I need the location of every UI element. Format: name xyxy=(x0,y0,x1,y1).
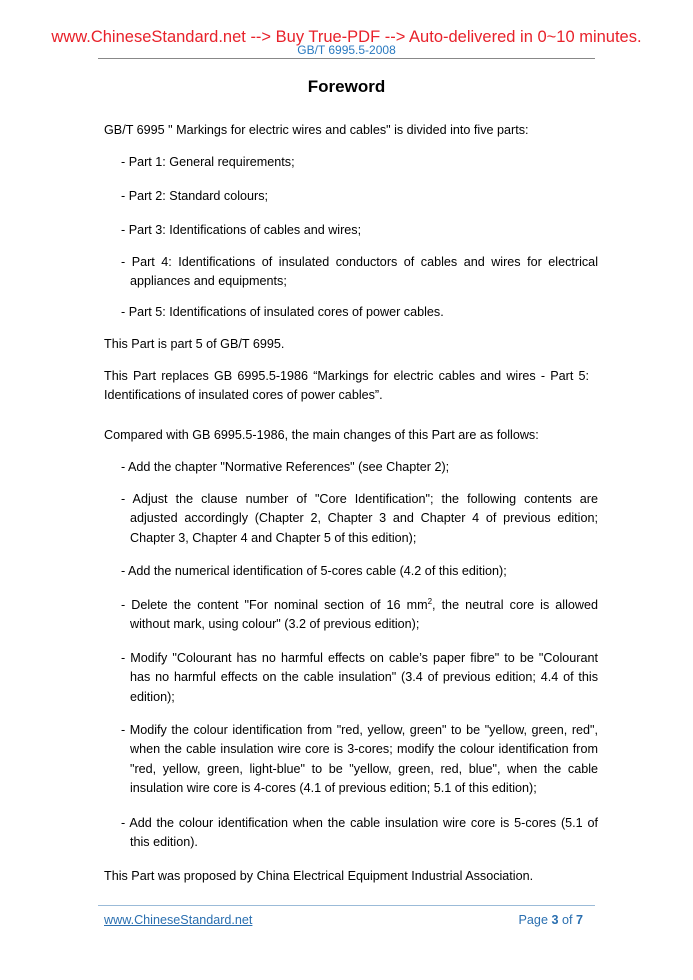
document-id: GB/T 6995.5-2008 xyxy=(297,43,396,57)
list-item: - Part 2: Standard colours; xyxy=(121,189,268,203)
list-item: - Add the colour identification when the cable insulation wire core is 5-cores (5.1 of this edition). xyxy=(121,816,598,850)
page-label: Page xyxy=(518,913,552,927)
paragraph: This Part is part 5 of GB/T 6995. xyxy=(104,337,285,351)
list-item: - Part 4: Identifications of insulated conductors of cables and wires for electrical appliances and equipments; xyxy=(121,255,598,289)
of-label: of xyxy=(558,913,576,927)
list-item: - Modify the colour identification from "red, yellow, green" to be "yellow, green, red", when the cable insulation wire core is 3-cores; modify the colour identification from "red, yellow, green, light-blue" to be "yellow, green, red, blue", when the cable insulation wire core is 4-cores (4.1 of previous edition; 5.1 of this edition); xyxy=(121,723,598,795)
paragraph: Compared with GB 6995.5-1986, the main changes of this Part are as follows: xyxy=(104,428,539,442)
list-item: - Part 5: Identifications of insulated cores of power cables. xyxy=(121,305,444,319)
list-item: - Modify "Colourant has no harmful effects on cable’s paper fibre" to be "Colourant has no harmful effects on the cable insulation" (3.4 of previous edition; 4.4 of this edition); xyxy=(121,651,598,704)
list-item: - Add the chapter "Normative References" (see Chapter 2); xyxy=(121,460,450,474)
page-title: Foreword xyxy=(307,77,386,96)
page-number xyxy=(519,913,583,927)
list-item: - Add the numerical identification of 5-cores cable (4.2 of this edition); xyxy=(121,564,507,578)
text: - Delete the content "For nominal section of 16 mm xyxy=(121,598,428,612)
total-pages: 7 xyxy=(575,913,583,927)
promo-banner[interactable]: www.ChineseStandard.net --> Buy True-PDF --> Auto-delivered in 0~10 minutes. xyxy=(51,28,642,46)
list-item: - Part 3: Identifications of cables and wires; xyxy=(121,223,362,237)
text: , the neutral core is allowed without mark, using colour" (3.2 of previous edition); xyxy=(130,598,599,632)
footer-link xyxy=(104,913,252,927)
footer-divider xyxy=(98,905,595,906)
list-item: - Adjust the clause number of "Core Identification"; the following contents are adjusted accordingly (Chapter 2, Chapter 3 and Chapter 4 of previous edition; Chapter 3, Chapter 4 and Chapter 5 of this edition); xyxy=(121,492,598,545)
website-link[interactable]: www.ChineseStandard.net xyxy=(104,913,253,927)
current-page: 3 xyxy=(551,913,559,927)
superscript: 2 xyxy=(427,596,433,606)
header-divider xyxy=(98,58,595,59)
paragraph: This Part was proposed by China Electrical Equipment Industrial Association. xyxy=(104,869,534,883)
intro-paragraph: GB/T 6995 " Markings for electric wires and cables" is divided into five parts: xyxy=(104,123,529,137)
list-item xyxy=(121,596,598,635)
paragraph: This Part replaces GB 6995.5-1986 “Markings for electric cables and wires - Part 5: Identifications of insulated cores of power cables”. xyxy=(104,369,589,403)
list-item: - Part 1: General requirements; xyxy=(121,155,295,169)
